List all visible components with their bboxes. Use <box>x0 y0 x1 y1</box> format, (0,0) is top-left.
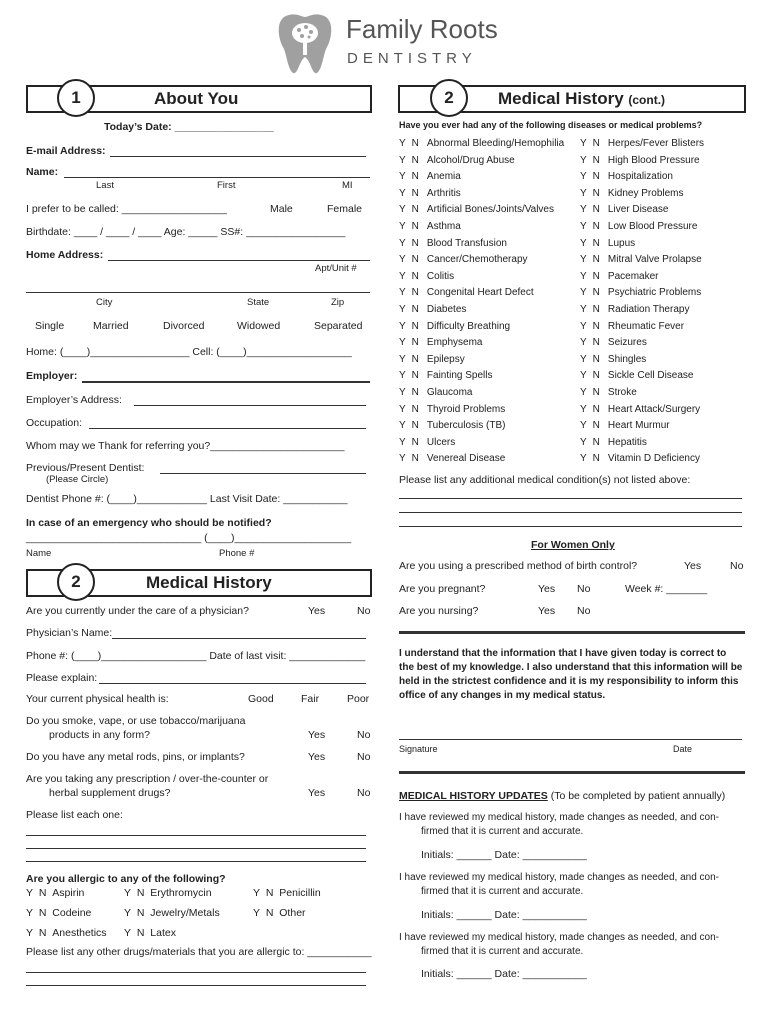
allergy-latex[interactable]: Y N Latex <box>124 927 176 939</box>
disease-label: Herpes/Fever Blisters <box>607 138 705 149</box>
yes-option[interactable]: Y <box>580 187 587 199</box>
section-number: 2 <box>57 563 95 601</box>
consent-statement-4: office of any changes in my medical status. <box>399 690 606 701</box>
employer-address-field[interactable] <box>134 405 366 406</box>
no-option[interactable]: N <box>592 154 600 166</box>
smoke-question: Do you smoke, vape, or use tobacco/marijuana <box>26 715 246 727</box>
no-option[interactable]: N <box>411 154 419 166</box>
disease-label: Vitamin D Deficiency <box>607 453 700 465</box>
disease-item[interactable] <box>399 155 515 166</box>
employer-address-label: Employer’s Address: <box>26 394 122 406</box>
drugs-question-cont: herbal supplement drugs? <box>49 787 171 799</box>
review-2-text: I have reviewed my medical history, made changes as needed, and con- <box>399 872 719 883</box>
disease-label: Lupus <box>607 237 636 249</box>
divider <box>399 771 745 774</box>
drugs-no[interactable]: No <box>357 787 371 799</box>
list-drugs-label: Please list each one: <box>26 809 123 821</box>
emergency-name-label: Name <box>26 548 52 559</box>
disease-item[interactable] <box>580 321 684 332</box>
disease-label: Thyroid Problems <box>426 403 506 415</box>
disease-item[interactable] <box>399 437 455 448</box>
no-option[interactable]: N <box>411 187 419 199</box>
no-option[interactable]: N <box>411 387 419 398</box>
disease-label: Kidney Problems <box>607 187 684 199</box>
occupation-label: Occupation: <box>26 417 83 429</box>
disease-label: Mitral Valve Prolapse <box>607 254 702 266</box>
disease-item[interactable] <box>580 370 694 381</box>
no-option[interactable]: N <box>592 237 600 249</box>
review-1-initials-date[interactable]: Initials: ______ Date: ___________ <box>421 849 587 861</box>
disease-item[interactable] <box>399 420 505 431</box>
yes-option[interactable]: Y <box>580 436 587 448</box>
yes-option[interactable]: Y <box>580 171 587 183</box>
disease-label: Diabetes <box>426 304 467 315</box>
yes-option[interactable]: Y <box>580 254 587 266</box>
section-title <box>498 89 665 109</box>
health-good[interactable]: Good <box>248 693 274 705</box>
marital-married[interactable]: Married <box>93 320 129 332</box>
divider <box>399 631 745 634</box>
first-label: First <box>217 180 236 191</box>
pregnancy-week-field[interactable]: Week #: _______ <box>625 583 708 595</box>
yes-option[interactable]: Y <box>399 337 406 349</box>
allergy-other[interactable]: Y N Other <box>253 907 306 919</box>
brand-subtitle: DENTISTRY <box>347 50 477 67</box>
smoke-question-cont: products in any form? <box>49 729 150 741</box>
other-allergies-line-1[interactable] <box>26 972 366 973</box>
health-question: Your current physical health is: <box>26 693 169 705</box>
apt-label: Apt/Unit # <box>315 263 357 274</box>
no-option[interactable]: N <box>411 304 419 315</box>
disease-item[interactable] <box>399 321 510 332</box>
drugs-line-3[interactable] <box>26 861 366 862</box>
nursing-no[interactable]: No <box>577 605 591 617</box>
marital-widowed[interactable]: Widowed <box>237 320 281 332</box>
yes-option[interactable]: Y <box>399 403 406 415</box>
disease-item[interactable] <box>580 404 700 415</box>
pregnant-yes[interactable]: Yes <box>538 583 556 595</box>
disease-item[interactable] <box>580 387 637 398</box>
disease-item[interactable] <box>399 221 461 232</box>
disease-item[interactable] <box>399 138 564 149</box>
disease-item[interactable] <box>399 271 454 282</box>
email-field[interactable] <box>110 156 366 157</box>
allergy-question: Are you allergic to any of the following? <box>26 873 226 885</box>
yes-option[interactable]: Y <box>399 420 406 432</box>
disease-label: Venereal Disease <box>426 453 506 465</box>
women-only-heading: For Women Only <box>531 539 615 551</box>
disease-item[interactable] <box>580 304 689 315</box>
dentist-phone-field[interactable]: Dentist Phone #: (____)____________ Last Visit Date: ___________ <box>26 493 348 505</box>
disease-label: Tuberculosis (TB) <box>426 420 506 432</box>
yes-option[interactable]: Y <box>580 453 587 465</box>
emergency-phone-label: Phone # <box>219 548 255 559</box>
city-state-zip-field[interactable] <box>26 292 370 293</box>
disease-item[interactable] <box>580 188 684 199</box>
disease-item[interactable] <box>580 437 647 448</box>
consent-statement-3: held in the strictest confidence and it is my responsibility to inform this <box>399 676 739 687</box>
drugs-question: Are you taking any prescription / over-the-counter or <box>26 773 269 785</box>
no-option[interactable]: N <box>592 138 600 149</box>
yes-option[interactable]: Y <box>399 254 406 266</box>
disease-label: Colitis <box>426 270 455 282</box>
yes-option[interactable]: Y <box>399 204 406 216</box>
allergy-aspirin[interactable]: Y N Aspirin <box>26 887 85 899</box>
disease-label: Liver Disease <box>607 204 669 216</box>
disease-label: Arthritis <box>426 187 461 199</box>
city-label: City <box>96 297 113 308</box>
no-option[interactable]: N <box>592 204 600 216</box>
explain-field[interactable] <box>99 683 366 684</box>
no-option[interactable]: N <box>411 287 419 299</box>
updates-heading <box>399 790 725 802</box>
smoke-yes[interactable]: Yes <box>308 729 326 741</box>
yes-option[interactable]: Y <box>399 304 406 315</box>
previous-dentist-field[interactable] <box>160 473 366 474</box>
birth-control-no[interactable]: No <box>730 560 744 572</box>
review-1-text-cont: firmed that it is current and accurate. <box>421 826 584 837</box>
updates-title: MEDICAL HISTORY UPDATES <box>399 790 548 802</box>
physician-name-label: Physician’s Name: <box>26 627 113 639</box>
disease-item[interactable] <box>580 254 702 265</box>
signature-field[interactable] <box>399 739 742 740</box>
todays-date-field[interactable]: Today’s Date: _________________ <box>104 121 274 133</box>
disease-label: Anemia <box>426 171 461 183</box>
tooth-tree-icon <box>276 11 334 75</box>
marital-separated[interactable]: Separated <box>314 320 363 332</box>
review-2-initials-date[interactable]: Initials: ______ Date: ___________ <box>421 909 587 921</box>
consent-statement-2: the best of my knowledge. I also understand that this information will be <box>399 662 743 673</box>
disease-label: Emphysema <box>426 337 483 349</box>
health-fair[interactable]: Fair <box>301 693 320 705</box>
no-option[interactable]: N <box>411 221 419 232</box>
review-3-text: I have reviewed my medical history, made changes as needed, and con- <box>399 932 719 943</box>
allergy-label: Codeine <box>52 907 92 919</box>
no-option[interactable]: N <box>592 270 600 282</box>
female-option[interactable]: Female <box>327 203 363 215</box>
allergy-label: Erythromycin <box>150 887 212 899</box>
review-2-text-cont: firmed that it is current and accurate. <box>421 886 584 897</box>
state-label: State <box>247 297 270 308</box>
no-option[interactable]: N <box>411 237 419 249</box>
last-label: Last <box>96 180 114 191</box>
no-option[interactable]: N <box>592 370 600 382</box>
disease-label: Psychiatric Problems <box>607 287 702 299</box>
emergency-contact-label: In case of an emergency who should be notified? <box>26 517 272 529</box>
no-option[interactable]: N <box>592 287 600 299</box>
no-option[interactable]: N <box>411 254 419 266</box>
disease-item[interactable] <box>580 337 647 348</box>
no-option[interactable]: N <box>592 254 600 266</box>
disease-label: High Blood Pressure <box>607 154 700 166</box>
yes-option[interactable]: Y <box>399 453 406 465</box>
drugs-yes[interactable]: Yes <box>308 787 326 799</box>
review-3-text-cont: firmed that it is current and accurate. <box>421 946 584 957</box>
disease-label: Difficulty Breathing <box>426 320 511 332</box>
yes-option[interactable]: Y <box>580 270 587 282</box>
no-option[interactable]: N <box>592 387 600 398</box>
male-option[interactable]: Male <box>270 203 293 215</box>
no-option[interactable]: N <box>592 221 600 232</box>
review-1-text: I have reviewed my medical history, made changes as needed, and con- <box>399 812 719 823</box>
disease-label: Heart Murmur <box>607 420 670 432</box>
no-option[interactable]: N <box>592 436 600 448</box>
disease-label: Radiation Therapy <box>607 304 690 315</box>
yes-option[interactable]: Y <box>580 370 587 382</box>
no-option[interactable]: N <box>592 403 600 415</box>
yes-option[interactable]: Y <box>399 270 406 282</box>
yes-option[interactable]: Y <box>399 387 406 398</box>
metal-no[interactable]: No <box>357 751 371 763</box>
disease-label: Blood Transfusion <box>426 237 507 249</box>
disease-label: Sickle Cell Disease <box>607 370 694 382</box>
no-option[interactable]: N <box>411 453 419 465</box>
disease-label: Stroke <box>607 387 637 398</box>
no-option[interactable]: N <box>411 436 419 448</box>
section-title-text: Medical History <box>498 89 624 108</box>
disease-item[interactable] <box>399 304 466 315</box>
disease-item[interactable] <box>399 254 528 265</box>
disease-item[interactable] <box>580 155 700 166</box>
occupation-field[interactable] <box>89 428 366 429</box>
no-option[interactable]: N <box>411 138 419 149</box>
metal-yes[interactable]: Yes <box>308 751 326 763</box>
disease-label: Low Blood Pressure <box>607 221 698 232</box>
disease-label: Hepatitis <box>607 436 647 448</box>
disease-label: Glaucoma <box>426 387 473 398</box>
no-option[interactable]: N <box>592 420 600 432</box>
no-option[interactable]: N <box>411 270 419 282</box>
marital-single[interactable]: Single <box>35 320 65 332</box>
yes-option[interactable]: Y <box>580 420 587 432</box>
additional-line-3[interactable] <box>399 526 742 527</box>
birth-control-yes[interactable]: Yes <box>684 560 702 572</box>
disease-item[interactable] <box>580 221 697 232</box>
drugs-line-1[interactable] <box>26 835 366 836</box>
yes-option[interactable]: Y <box>399 237 406 249</box>
disease-item[interactable] <box>399 453 505 464</box>
no-option[interactable]: N <box>592 304 600 315</box>
other-allergies-field[interactable]: Please list any other drugs/materials that you are allergic to: ___________ <box>26 946 372 958</box>
yes-option[interactable]: Y <box>580 154 587 166</box>
no-option[interactable]: N <box>411 337 419 349</box>
emergency-contact-field[interactable]: ______________________________ (____)____________________ <box>26 532 352 544</box>
yes-option[interactable]: Y <box>580 237 587 249</box>
no-option[interactable]: N <box>411 403 419 415</box>
disease-label: Congenital Heart Defect <box>426 287 534 299</box>
disease-label: Rheumatic Fever <box>607 320 685 332</box>
allergy-label: Other <box>279 907 306 919</box>
other-allergies-line-2[interactable] <box>26 985 366 986</box>
disease-item[interactable] <box>580 204 669 215</box>
disease-label: Abnormal Bleeding/Hemophilia <box>426 138 565 149</box>
allergy-label: Anesthetics <box>52 927 107 939</box>
referral-field[interactable]: Whom may we Thank for referring you?_______________________ <box>26 440 345 452</box>
yes-option[interactable]: Y <box>399 171 406 183</box>
yes-option[interactable]: Y <box>580 320 587 332</box>
drugs-line-2[interactable] <box>26 848 366 849</box>
yes-option[interactable]: Y <box>580 337 587 349</box>
disease-item[interactable] <box>580 171 673 182</box>
yes-option[interactable]: Y <box>580 138 587 149</box>
disease-label: Alcohol/Drug Abuse <box>426 154 515 166</box>
marital-divorced[interactable]: Divorced <box>163 320 205 332</box>
email-label: E-mail Address: <box>26 145 106 157</box>
section-number: 1 <box>57 79 95 117</box>
disease-item[interactable] <box>399 188 461 199</box>
disease-item[interactable] <box>399 370 493 381</box>
birthdate-field[interactable]: Birthdate: ____ / ____ / ____ Age: _____ SS#: _________________ <box>26 226 346 238</box>
yes-option[interactable]: Y <box>399 370 406 382</box>
allergy-label: Latex <box>150 927 176 939</box>
disease-item[interactable] <box>399 204 554 215</box>
allergy-erythromycin[interactable]: Y N Erythromycin <box>124 887 212 899</box>
disease-item[interactable] <box>399 287 534 298</box>
home-address-field[interactable] <box>108 260 370 261</box>
mi-label: MI <box>342 180 353 191</box>
disease-item[interactable] <box>580 420 670 431</box>
disease-item[interactable] <box>399 387 472 398</box>
yes-option[interactable]: Y <box>580 287 587 299</box>
yes-option[interactable]: Y <box>580 204 587 216</box>
yes-option[interactable]: Y <box>580 403 587 415</box>
allergy-label: Penicillin <box>279 887 321 899</box>
zip-label: Zip <box>331 297 345 308</box>
no-option[interactable]: N <box>411 204 419 216</box>
preferred-name-field[interactable]: I prefer to be called: __________________ <box>26 203 227 215</box>
no-option[interactable]: N <box>592 453 600 465</box>
disease-item[interactable] <box>580 238 635 249</box>
no-option[interactable]: N <box>592 353 600 365</box>
yes-option[interactable]: Y <box>580 221 587 232</box>
disease-item[interactable] <box>580 354 646 365</box>
yes-option[interactable]: Y <box>580 387 587 398</box>
additional-line-2[interactable] <box>399 512 742 513</box>
disease-label: Ulcers <box>426 436 456 448</box>
disease-item[interactable] <box>399 238 507 249</box>
allergy-label: Jewelry/Metals <box>150 907 220 919</box>
disease-label: Shingles <box>607 353 647 365</box>
yes-option[interactable]: Y <box>399 287 406 299</box>
physician-question: Are you currently under the care of a physician? <box>26 605 249 617</box>
disease-label: Pacemaker <box>607 270 659 282</box>
home-address-label: Home Address: <box>26 249 104 261</box>
yes-option[interactable]: Y <box>399 187 406 199</box>
yes-option[interactable]: Y <box>399 221 406 232</box>
explain-label: Please explain: <box>26 672 98 684</box>
section-title: Medical History <box>146 573 272 592</box>
no-option[interactable]: N <box>411 171 419 183</box>
physician-no[interactable]: No <box>357 605 371 617</box>
disease-label: Asthma <box>426 221 461 232</box>
signature-label: Signature <box>399 744 438 754</box>
additional-conditions-label: Please list any additional medical condition(s) not listed above: <box>399 474 691 486</box>
disease-label: Artificial Bones/Joints/Valves <box>426 204 554 216</box>
pregnant-question: Are you pregnant? <box>399 583 486 595</box>
allergy-jewelry[interactable]: Y N Jewelry/Metals <box>124 907 220 919</box>
employer-label: Employer: <box>26 370 78 382</box>
physician-name-field[interactable] <box>112 638 366 639</box>
section-number: 2 <box>430 79 468 117</box>
physician-phone-field[interactable]: Phone #: (____)__________________ Date of last visit: _____________ <box>26 650 366 662</box>
no-option[interactable]: N <box>411 320 419 332</box>
disease-item[interactable] <box>399 171 461 182</box>
disease-label: Epilepsy <box>426 353 465 365</box>
yes-option[interactable]: Y <box>399 138 406 149</box>
birth-control-question: Are you using a prescribed method of birth control? <box>399 560 638 572</box>
disease-label: Fainting Spells <box>426 370 493 382</box>
brand-name: Family Roots <box>346 14 498 44</box>
yes-option[interactable]: Y <box>399 353 406 365</box>
no-option[interactable]: N <box>592 337 600 349</box>
please-circle-note: (Please Circle) <box>46 474 109 485</box>
nursing-yes[interactable]: Yes <box>538 605 556 617</box>
allergy-anesthetics[interactable]: Y N Anesthetics <box>26 927 107 939</box>
no-option[interactable]: N <box>592 187 600 199</box>
disease-item[interactable] <box>399 404 505 415</box>
name-label: Name: <box>26 166 59 178</box>
yes-option[interactable]: Y <box>399 436 406 448</box>
review-3-initials-date[interactable]: Initials: ______ Date: ___________ <box>421 968 587 980</box>
name-field[interactable] <box>64 177 370 178</box>
yes-option[interactable]: Y <box>580 304 587 315</box>
disease-item[interactable] <box>399 337 482 348</box>
previous-dentist-label: Previous/Present Dentist: <box>26 462 145 474</box>
yes-option[interactable]: Y <box>399 154 406 166</box>
updates-note: (To be completed by patient annually) <box>550 790 726 802</box>
nursing-question: Are you nursing? <box>399 605 479 617</box>
disease-item[interactable] <box>580 271 658 282</box>
no-option[interactable]: N <box>592 320 600 332</box>
consent-statement-1: I understand that the information that I have given today is correct to <box>399 648 727 659</box>
disease-label: Seizures <box>607 337 647 349</box>
employer-field[interactable] <box>82 381 370 383</box>
pregnant-no[interactable]: No <box>577 583 591 595</box>
health-poor[interactable]: Poor <box>347 693 370 705</box>
section-title-cont: (cont.) <box>628 93 666 107</box>
allergy-label: Aspirin <box>52 887 85 899</box>
physician-yes[interactable]: Yes <box>308 605 326 617</box>
home-cell-phone-field[interactable]: Home: (____)_________________ Cell: (____)__________________ <box>26 346 352 358</box>
yes-option[interactable]: Y <box>399 320 406 332</box>
disease-item[interactable] <box>399 354 465 365</box>
disease-item[interactable] <box>580 453 700 464</box>
disease-item[interactable] <box>580 138 704 149</box>
no-option[interactable]: N <box>592 171 600 183</box>
no-option[interactable]: N <box>411 353 419 365</box>
metal-question: Do you have any metal rods, pins, or implants? <box>26 751 245 763</box>
smoke-no[interactable]: No <box>357 729 371 741</box>
disease-item[interactable] <box>580 287 701 298</box>
allergy-penicillin[interactable]: Y N Penicillin <box>253 887 321 899</box>
no-option[interactable]: N <box>411 420 419 432</box>
allergy-codeine[interactable]: Y N Codeine <box>26 907 92 919</box>
additional-line-1[interactable] <box>399 498 742 499</box>
disease-label: Cancer/Chemotherapy <box>426 254 528 266</box>
no-option[interactable]: N <box>411 370 419 382</box>
disease-label: Heart Attack/Surgery <box>607 403 701 415</box>
disease-label: Hospitalization <box>607 171 673 183</box>
section-title: About You <box>154 89 239 108</box>
diseases-question: Have you ever had any of the following diseases or medical problems? <box>399 120 703 130</box>
yes-option[interactable]: Y <box>580 353 587 365</box>
date-label: Date <box>673 744 693 754</box>
